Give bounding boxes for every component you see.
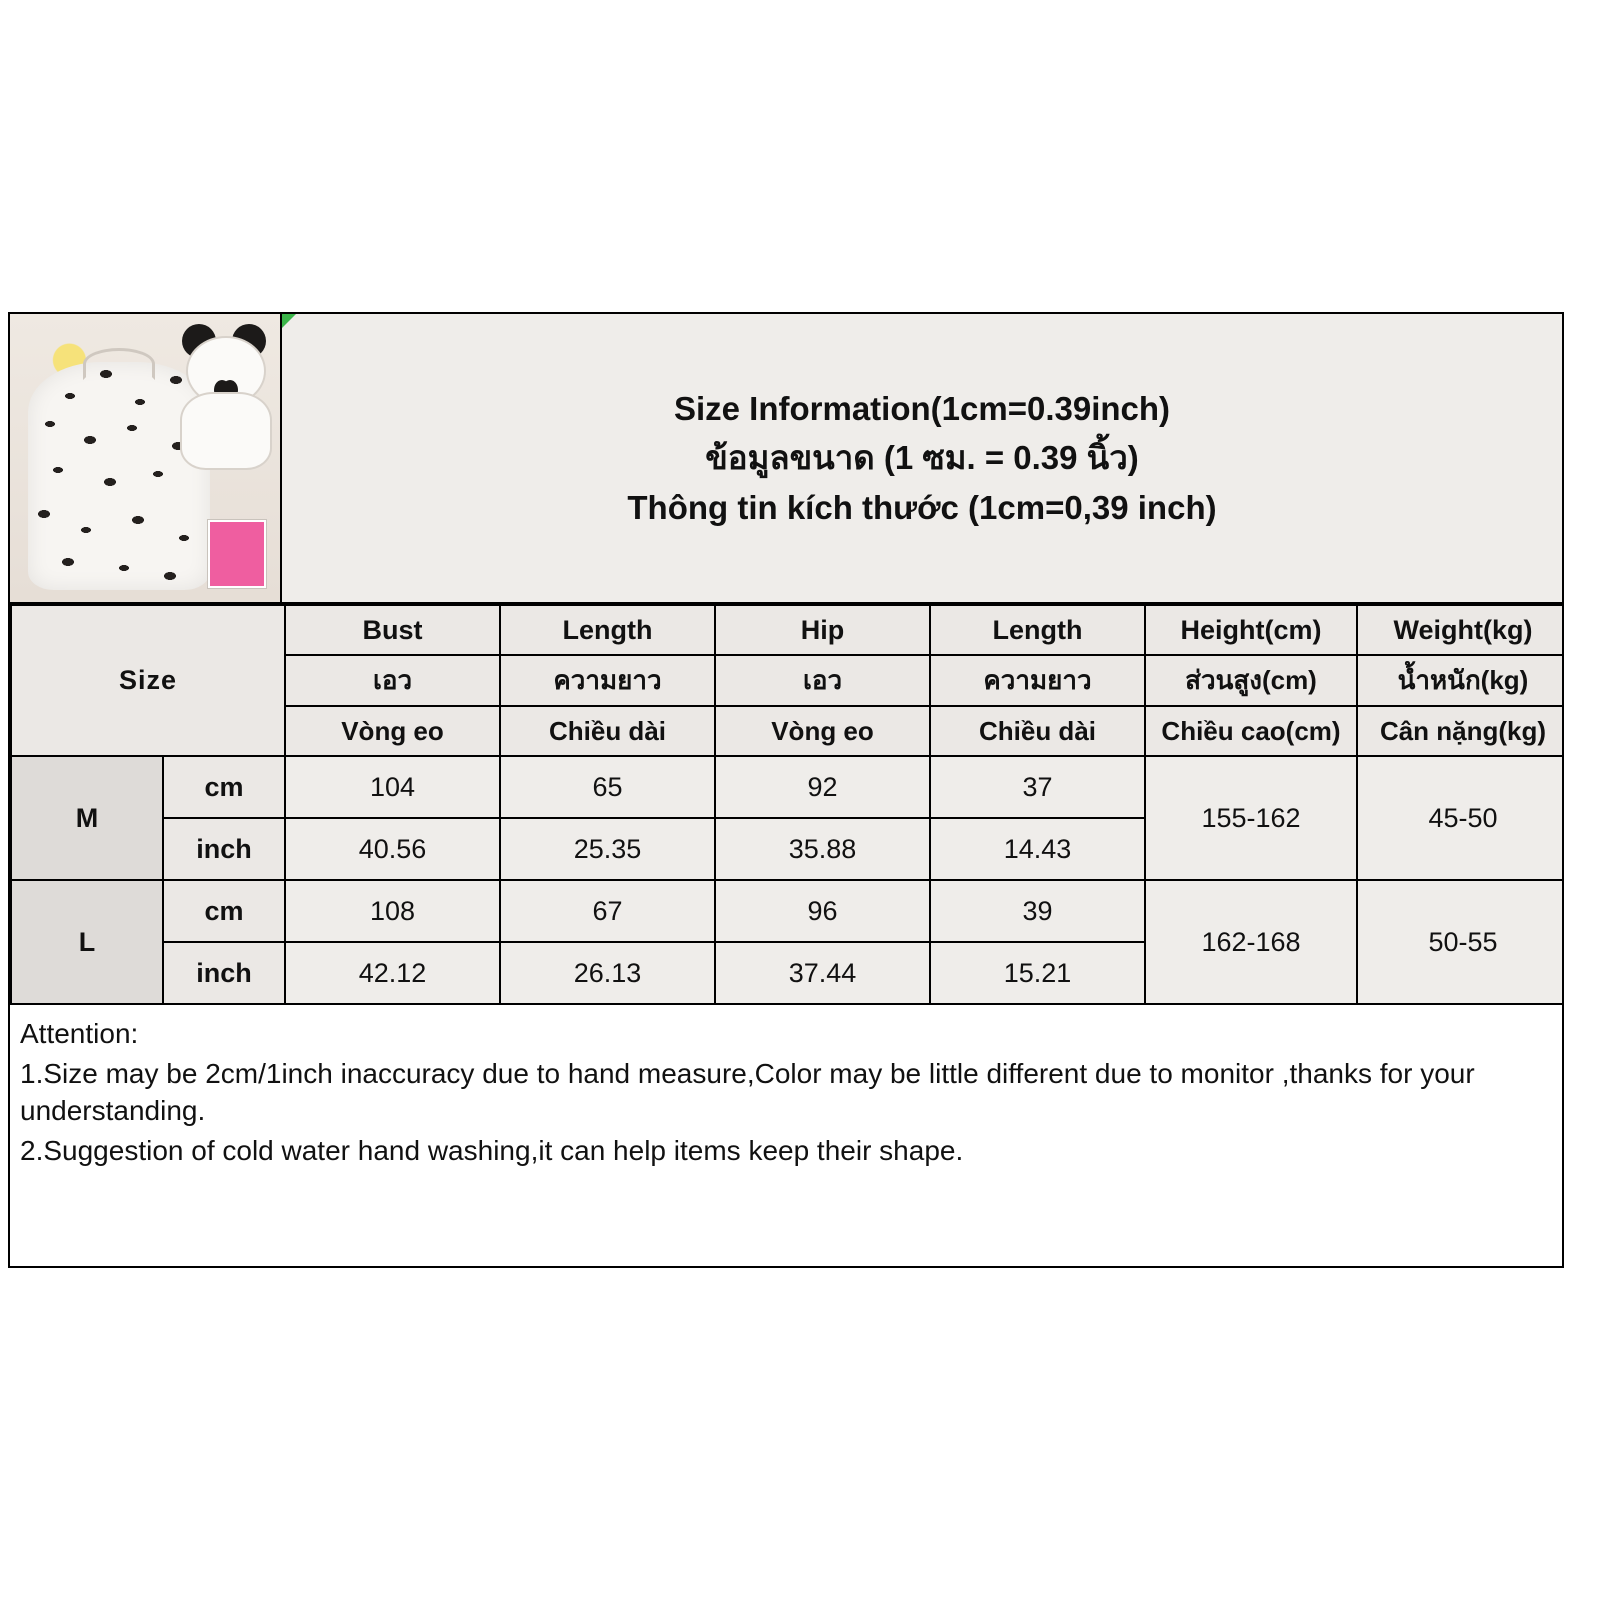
cell-m-inch-hip: 35.88: [715, 818, 930, 880]
col-header-hip-vi: Vòng eo: [715, 706, 930, 756]
size-chart-card: [8, 312, 1564, 1268]
title-block: [282, 314, 1562, 602]
row-size-m: M: [11, 756, 163, 880]
attention-heading: Attention:: [20, 1018, 139, 1049]
cell-l-inch-bust: 42.12: [285, 942, 500, 1004]
panda-toy-icon: [176, 318, 272, 468]
cell-m-inch-bust: 40.56: [285, 818, 500, 880]
cell-m-height: 155-162: [1145, 756, 1357, 880]
cell-l-inch-length1: 26.13: [500, 942, 715, 1004]
col-header-weight-th: น้ำหนัก(kg): [1357, 655, 1564, 706]
col-header-height-en: Height(cm): [1145, 605, 1357, 655]
col-header-length1-vi: Chiều dài: [500, 706, 715, 756]
row-unit-inch-l: inch: [163, 942, 285, 1004]
cell-l-weight: 50-55: [1357, 880, 1564, 1004]
panda-body: [180, 392, 272, 470]
attention-line-2: 2.Suggestion of cold water hand washing,it can help items keep their shape.: [20, 1134, 964, 1166]
col-header-hip-th: เอว: [715, 655, 930, 706]
cell-l-cm-length2: 39: [930, 880, 1145, 942]
table-header-row-en: [11, 605, 1564, 655]
product-photo: [10, 314, 280, 602]
attention-block: [10, 1005, 1562, 1169]
cell-m-cm-bust: 104: [285, 756, 500, 818]
cell-l-cm-hip: 96: [715, 880, 930, 942]
title-line-th: ข้อมูลขนาด (1 ซม. = 0.39 นิ้ว): [705, 439, 1139, 477]
green-corner-marker: [282, 314, 296, 328]
col-header-length2-en: Length: [930, 605, 1145, 655]
cell-l-height: 162-168: [1145, 880, 1357, 1004]
col-header-length2-th: ความยาว: [930, 655, 1145, 706]
header-row: [10, 314, 1562, 604]
col-header-length2-vi: Chiều dài: [930, 706, 1145, 756]
col-header-weight-vi: Cân nặng(kg): [1357, 706, 1564, 756]
cell-m-inch-length1: 25.35: [500, 818, 715, 880]
cell-m-cm-length1: 65: [500, 756, 715, 818]
cell-l-cm-length1: 67: [500, 880, 715, 942]
table-row: [11, 880, 1564, 942]
attention-line-1: 1.Size may be 2cm/1inch inaccuracy due to hand measure,Color may be little different due to monitor ,thanks for your understanding.: [20, 1057, 1475, 1127]
product-photo-cell: [10, 314, 282, 602]
cell-l-cm-bust: 108: [285, 880, 500, 942]
cell-m-inch-length2: 14.43: [930, 818, 1145, 880]
row-size-l: L: [11, 880, 163, 1004]
cell-l-inch-hip: 37.44: [715, 942, 930, 1004]
row-unit-cm-l: cm: [163, 880, 285, 942]
size-header-label: Size: [11, 605, 285, 756]
col-header-bust-vi: Vòng eo: [285, 706, 500, 756]
row-unit-cm-m: cm: [163, 756, 285, 818]
title-line-en: Size Information(1cm=0.39inch): [673, 389, 1171, 427]
cell-l-inch-length2: 15.21: [930, 942, 1145, 1004]
col-header-bust-en: Bust: [285, 605, 500, 655]
price-tag-icon: [208, 520, 266, 588]
row-unit-inch-m: inch: [163, 818, 285, 880]
col-header-height-vi: Chiều cao(cm): [1145, 706, 1357, 756]
col-header-hip-en: Hip: [715, 605, 930, 655]
col-header-bust-th: เอว: [285, 655, 500, 706]
table-row: [11, 756, 1564, 818]
cell-m-weight: 45-50: [1357, 756, 1564, 880]
col-header-weight-en: Weight(kg): [1357, 605, 1564, 655]
col-header-length1-en: Length: [500, 605, 715, 655]
col-header-height-th: ส่วนสูง(cm): [1145, 655, 1357, 706]
size-table: [10, 604, 1564, 1005]
title-line-vi: Thông tin kích thước (1cm=0,39 inch): [627, 488, 1217, 526]
col-header-length1-th: ความยาว: [500, 655, 715, 706]
cell-m-cm-hip: 92: [715, 756, 930, 818]
cell-m-cm-length2: 37: [930, 756, 1145, 818]
